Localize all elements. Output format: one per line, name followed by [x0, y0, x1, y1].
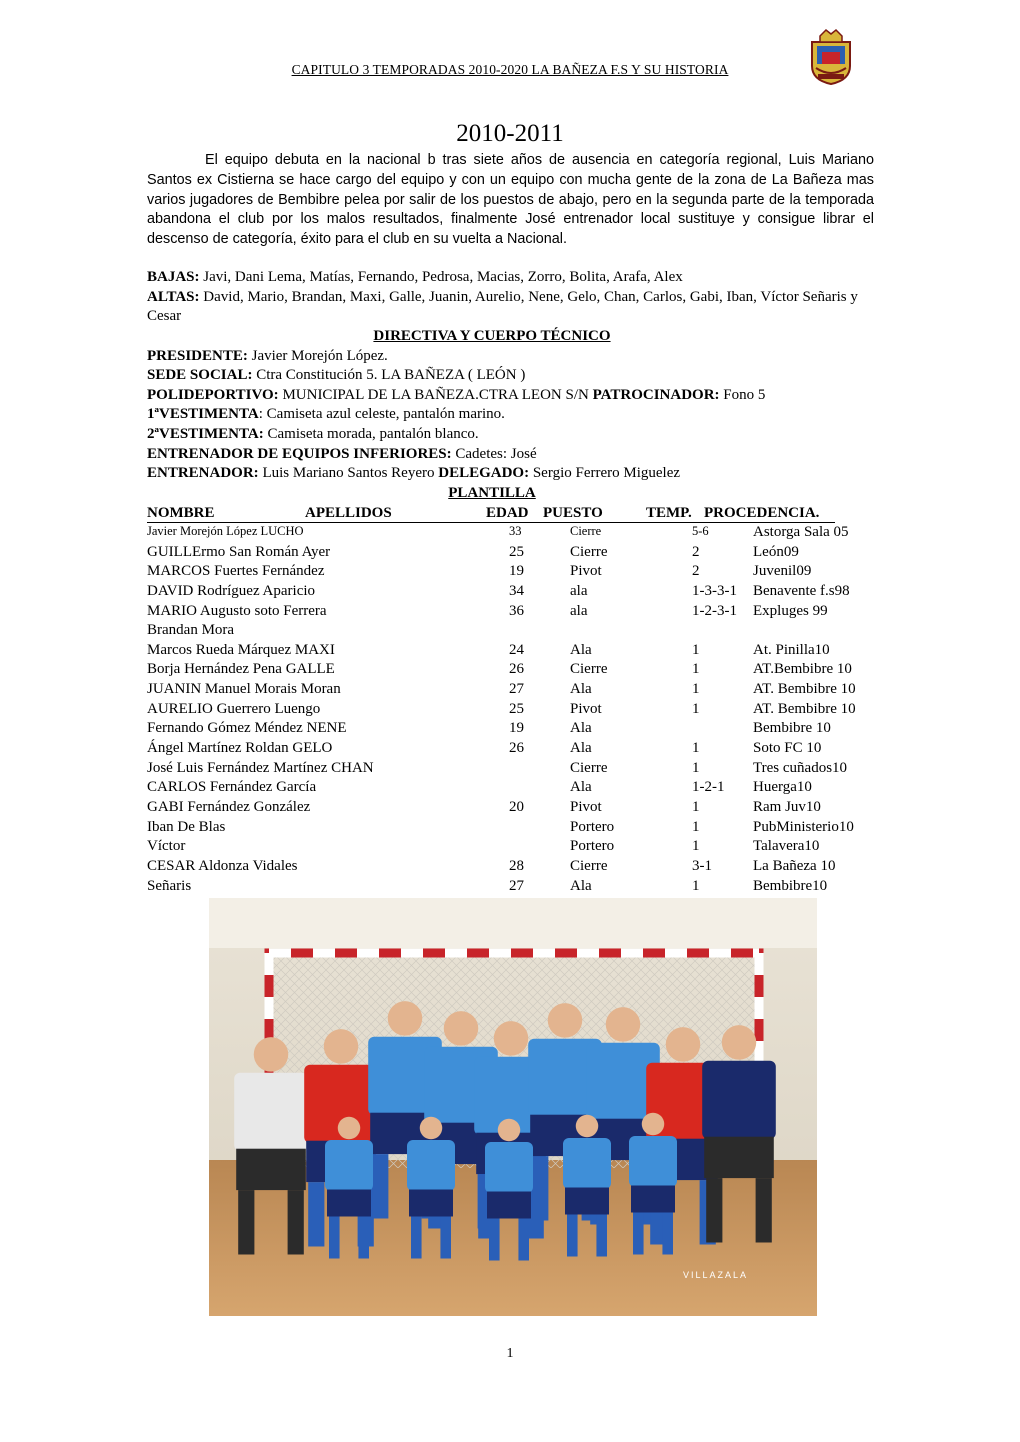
player-seasons: 1-2-3-1	[692, 602, 737, 619]
player-age: 27	[509, 681, 524, 698]
player-age: 28	[509, 857, 524, 874]
team-photo	[209, 898, 817, 1316]
table-row	[147, 819, 874, 839]
inferiores-line	[147, 445, 837, 465]
player-name: Fernando Gómez Méndez NENE	[147, 720, 347, 737]
player-position: Portero	[570, 818, 615, 835]
player-origin: Astorga Sala 05	[753, 524, 849, 540]
player-position: Pivot	[570, 563, 602, 580]
player-origin: Huerga10	[753, 779, 812, 796]
table-row	[147, 524, 874, 544]
player-name: Borja Hernández Pena GALLE	[147, 661, 335, 678]
player-seasons: 5-6	[692, 524, 709, 538]
season-title: 2010-2011	[456, 120, 564, 147]
player-seasons: 1-3-3-1	[692, 582, 737, 599]
player-name: MARCOS Fuertes Fernández	[147, 563, 325, 580]
player-seasons: 3-1	[692, 857, 712, 874]
player-position: ala	[570, 582, 588, 599]
header-underline	[147, 522, 835, 523]
player-name: Javier Morejón López LUCHO	[147, 524, 304, 538]
player-origin: PubMinisterio10	[753, 818, 854, 835]
player-position: Portero	[570, 838, 615, 855]
col-procedencia: PROCEDENCIA.	[704, 505, 820, 521]
player-origin: La Bañeza 10	[753, 857, 836, 874]
player-name: AURELIO Guerrero Luengo	[147, 700, 321, 717]
player-origin: Talavera10	[753, 838, 820, 855]
player-position: Ala	[570, 681, 592, 698]
player-origin: Bembibre 10	[753, 720, 831, 737]
inferiores-label: ENTRENADOR DE EQUIPOS INFERIORES:	[147, 445, 452, 462]
col-apellidos: APELLIDOS	[305, 505, 392, 521]
player-position: Ala	[570, 740, 592, 757]
directiva-block	[147, 327, 837, 503]
sede-line	[147, 366, 837, 386]
player-name: CESAR Aldonza Vidales	[147, 857, 298, 874]
player-age: 26	[509, 740, 524, 757]
col-nombre: NOMBRE	[147, 505, 215, 521]
vestimenta1-line	[147, 405, 837, 425]
player-seasons: 1	[692, 759, 700, 776]
player-age: 19	[509, 720, 524, 737]
table-row	[147, 858, 874, 878]
team-photo-illustration	[209, 898, 817, 1316]
entrenador-line	[147, 464, 837, 484]
player-origin: AT. Bembibre 10	[753, 681, 856, 698]
player-age: 19	[509, 563, 524, 580]
player-seasons: 1	[692, 838, 700, 855]
player-age: 25	[509, 700, 524, 717]
player-position: Cierre	[570, 857, 608, 874]
player-age: 20	[509, 798, 524, 815]
transfers-block	[147, 268, 874, 327]
player-seasons: 1-2-1	[692, 779, 725, 796]
delegado-label: DELEGADO:	[438, 465, 530, 482]
player-age: 27	[509, 877, 524, 894]
player-age: 24	[509, 641, 524, 658]
running-header: CAPITULO 3 TEMPORADAS 2010-2020 LA BAÑEZA F.S Y SU HISTORIA	[291, 62, 729, 77]
player-seasons: 1	[692, 700, 700, 717]
player-position: Ala	[570, 779, 592, 796]
roster-table	[147, 524, 874, 897]
player-name: CARLOS Fernández García	[147, 779, 317, 796]
player-name: Víctor	[147, 838, 186, 855]
club-crest-logo	[808, 28, 854, 86]
bajas-value: Javi, Dani Lema, Matías, Fernando, Pedrosa, Macias, Zorro, Bolita, Arafa, Alex	[199, 269, 683, 285]
polideportivo-line	[147, 386, 837, 406]
table-row	[147, 544, 874, 564]
table-row	[147, 838, 874, 858]
player-seasons: 1	[692, 681, 700, 698]
plantilla-title: PLANTILLA	[448, 484, 536, 501]
player-position: Pivot	[570, 798, 602, 815]
player-name: MARIO Augusto soto Ferrera	[147, 602, 327, 619]
player-age: 36	[509, 602, 524, 619]
player-position: Pivot	[570, 700, 602, 717]
player-origin: León09	[753, 543, 799, 560]
player-age: 26	[509, 661, 524, 678]
player-seasons: 1	[692, 661, 700, 678]
player-name: Señaris	[147, 877, 192, 894]
table-row	[147, 740, 874, 760]
roster-column-headers	[147, 505, 837, 525]
table-row	[147, 701, 874, 721]
player-position: Ala	[570, 641, 592, 658]
vestimenta2-line	[147, 425, 837, 445]
table-row	[147, 583, 874, 603]
vestimenta2-value: Camiseta morada, pantalón blanco.	[263, 425, 479, 442]
bajas-label: BAJAS:	[147, 269, 200, 285]
player-origin: At. Pinilla10	[753, 641, 830, 658]
table-row	[147, 779, 874, 799]
vestimenta1-value: : Camiseta azul celeste, pantalón marino.	[258, 406, 505, 423]
photo-watermark: VILLAZALA	[683, 1270, 749, 1280]
player-seasons: 1	[692, 740, 700, 757]
altas-value: David, Mario, Brandan, Maxi, Galle, Juanin, Aurelio, Nene, Gelo, Chan, Carlos, Gabi, Iban, Víctor Señaris y Cesar	[147, 288, 858, 325]
player-seasons: 2	[692, 563, 700, 580]
player-origin: Soto FC 10	[753, 740, 822, 757]
player-seasons: 1	[692, 798, 700, 815]
player-name: José Luis Fernández Martínez CHAN	[147, 759, 374, 776]
player-position: Cierre	[570, 543, 608, 560]
player-origin: AT. Bembibre 10	[753, 700, 856, 717]
table-row	[147, 622, 874, 642]
player-seasons: 2	[692, 543, 700, 560]
sede-label: SEDE SOCIAL:	[147, 367, 253, 384]
table-row	[147, 878, 874, 898]
directiva-title: DIRECTIVA Y CUERPO TÉCNICO	[373, 328, 611, 344]
page-number: 1	[506, 1346, 514, 1361]
delegado-value: Sergio Ferrero Miguelez	[529, 465, 681, 482]
player-origin: Benavente f.s98	[753, 582, 850, 599]
patrocinador-label: PATROCINADOR:	[592, 386, 720, 403]
player-position: Cierre	[570, 759, 608, 776]
table-row	[147, 720, 874, 740]
inferiores-value: Cadetes: José	[451, 445, 537, 462]
col-temp: TEMP.	[646, 505, 692, 521]
sede-value: Ctra Constitución 5. LA BAÑEZA ( LEÓN )	[252, 367, 526, 384]
altas-line	[147, 288, 874, 327]
vestimenta1-label: 1ªVESTIMENTA	[147, 406, 259, 423]
player-name: GABI Fernández González	[147, 798, 311, 815]
polideportivo-label: POLIDEPORTIVO:	[147, 386, 279, 403]
player-name: GUILLErmo San Román Ayer	[147, 543, 331, 560]
player-name: Brandan Mora	[147, 622, 235, 639]
table-row	[147, 760, 874, 780]
player-name: JUANIN Manuel Morais Moran	[147, 681, 341, 698]
player-position: Cierre	[570, 661, 608, 678]
intro-paragraph: El equipo debuta en la nacional b tras siete años de ausencia en categoría regional, Luis Mariano Santos ex Cistierna se hace cargo del equipo y con un equipo con mucha gente de la zona de La Bañeza mas varios jugadores de Bembibre pelea por salir de los puestos de abajo, pero en la segunda parte de la temporada abandona el club por los malos resultados, finalmente José entrenador local sustituye y consigue librar el descenso de categoría, éxito para el club en su vuelta a Nacional.	[147, 152, 874, 248]
patrocinador-value: Fono 5	[719, 386, 766, 403]
table-row	[147, 642, 874, 662]
player-age: 25	[509, 543, 524, 560]
entrenador-label: ENTRENADOR:	[147, 465, 259, 482]
player-seasons: 1	[692, 641, 700, 658]
player-name: Marcos Rueda Márquez MAXI	[147, 641, 335, 658]
vestimenta2-label: 2ªVESTIMENTA:	[147, 425, 264, 442]
table-row	[147, 563, 874, 583]
bajas-line	[147, 268, 874, 288]
player-name: DAVID Rodríguez Aparicio	[147, 582, 316, 599]
player-name: Ángel Martínez Roldan GELO	[147, 740, 333, 757]
altas-label: ALTAS:	[147, 288, 200, 305]
player-origin: Tres cuñados10	[753, 759, 848, 776]
player-age: 33	[509, 524, 522, 538]
col-edad: EDAD	[486, 505, 529, 521]
player-name: Iban De Blas	[147, 818, 226, 835]
col-puesto: PUESTO	[543, 505, 603, 521]
table-row	[147, 681, 874, 701]
table-row	[147, 603, 874, 623]
player-position: ala	[570, 602, 588, 619]
presidente-value: Javier Morejón López.	[247, 347, 388, 364]
table-row	[147, 799, 874, 819]
player-position: Cierre	[570, 524, 602, 538]
player-origin: AT.Bembibre 10	[753, 661, 852, 678]
season-intro	[147, 151, 874, 250]
player-origin: Bembibre10	[753, 877, 828, 894]
table-row	[147, 661, 874, 681]
player-seasons: 1	[692, 818, 700, 835]
player-origin: Ram Juv10	[753, 798, 821, 815]
player-age: 34	[509, 582, 524, 599]
presidente-line	[147, 347, 837, 367]
presidente-label: PRESIDENTE:	[147, 347, 248, 364]
player-position: Ala	[570, 720, 592, 737]
entrenador-value: Luis Mariano Santos Reyero	[258, 465, 439, 482]
player-origin: Expluges 99	[753, 602, 828, 619]
player-origin: Juvenil09	[753, 563, 812, 580]
polideportivo-value: MUNICIPAL DE LA BAÑEZA.CTRA LEON S/N	[278, 386, 593, 403]
player-position: Ala	[570, 877, 592, 894]
player-seasons: 1	[692, 877, 700, 894]
